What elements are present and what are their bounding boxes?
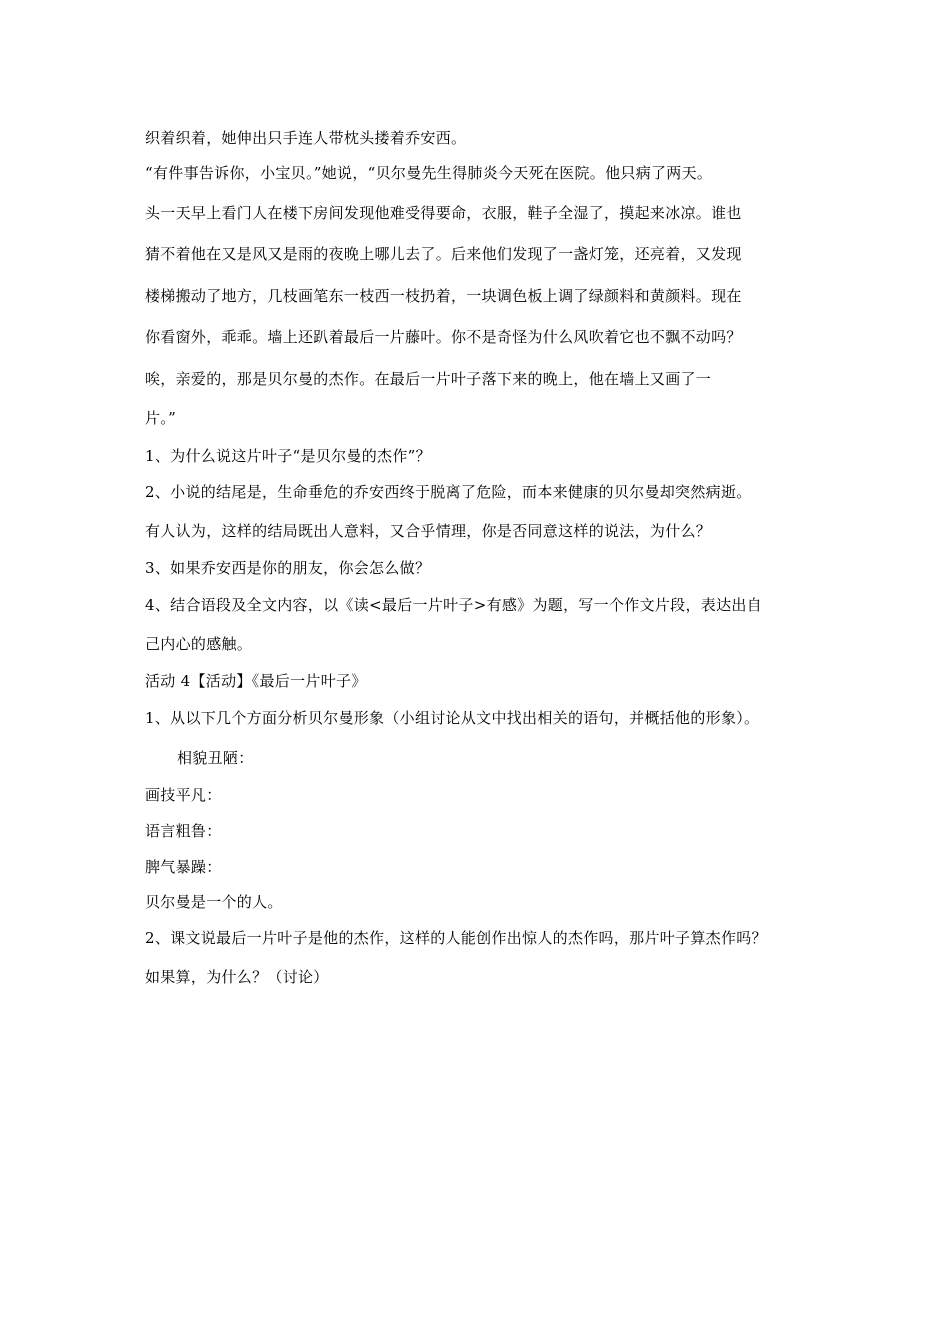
trait-line: 脾气暴躁： (145, 858, 222, 876)
activity-question-2: 2、课文说最后一片叶子是他的杰作，这样的人能创作出惊人的杰作吗，那片叶子算杰作吗？ (145, 929, 767, 947)
summary-line: 贝尔曼是一个的人。 (145, 893, 283, 911)
passage-line: 猜不着他在又是风又是雨的夜晚上哪儿去了。后来他们发现了一盏灯笼，还亮着，又发现 (145, 245, 742, 263)
passage-line: 你看窗外，乖乖。墙上还趴着最后一片藤叶。你不是奇怪为什么风吹着它也不飘不动吗？ (145, 328, 742, 346)
question-line: 1、为什么说这片叶子“是贝尔曼的杰作”？ (145, 447, 431, 465)
question-line: 4、结合语段及全文内容，以《读<最后一片叶子>有感》为题，写一个作文片段，表达出自 (145, 596, 762, 614)
passage-line: 片。” (145, 409, 177, 427)
activity-question-1: 1、从以下几个方面分析贝尔曼形象（小组讨论从文中找出相关的语句，并概括他的形象）。 (145, 709, 760, 727)
question-line: 己内心的感触。 (145, 635, 253, 653)
question-line: 有人认为，这样的结局既出人意料，又合乎情理，你是否同意这样的说法，为什么？ (145, 522, 712, 540)
question-line: 3、如果乔安西是你的朋友，你会怎么做？ (145, 559, 431, 577)
passage-line: 楼梯搬动了地方，几枝画笔东一枝西一枝扔着，一块调色板上调了绿颜料和黄颜料。现在 (145, 287, 742, 305)
trait-line: 画技平凡： (145, 786, 222, 804)
passage-line: 唉，亲爱的，那是贝尔曼的杰作。在最后一片叶子落下来的晚上，他在墙上又画了一 (145, 370, 712, 388)
question-line: 2、小说的结尾是，生命垂危的乔安西终于脱离了危险，而本来健康的贝尔曼却突然病逝。 (145, 483, 752, 501)
passage-line: 织着织着，她伸出只手连人带枕头搂着乔安西。 (145, 129, 467, 147)
passage-line: 头一天早上看门人在楼下房间发现他难受得要命，衣服，鞋子全湿了，摸起来冰凉。谁也 (145, 204, 742, 222)
trait-line: 语言粗鲁： (145, 822, 222, 840)
activity-question-2-cont: 如果算，为什么？（讨论） (145, 968, 329, 986)
trait-line: 相貌丑陋： (177, 749, 254, 767)
passage-line: “有件事告诉你，小宝贝。”她说，“贝尔曼先生得肺炎今天死在医院。他只病了两天。 (145, 164, 713, 182)
activity-heading: 活动 4【活动】《最后一片叶子》 (145, 672, 367, 690)
